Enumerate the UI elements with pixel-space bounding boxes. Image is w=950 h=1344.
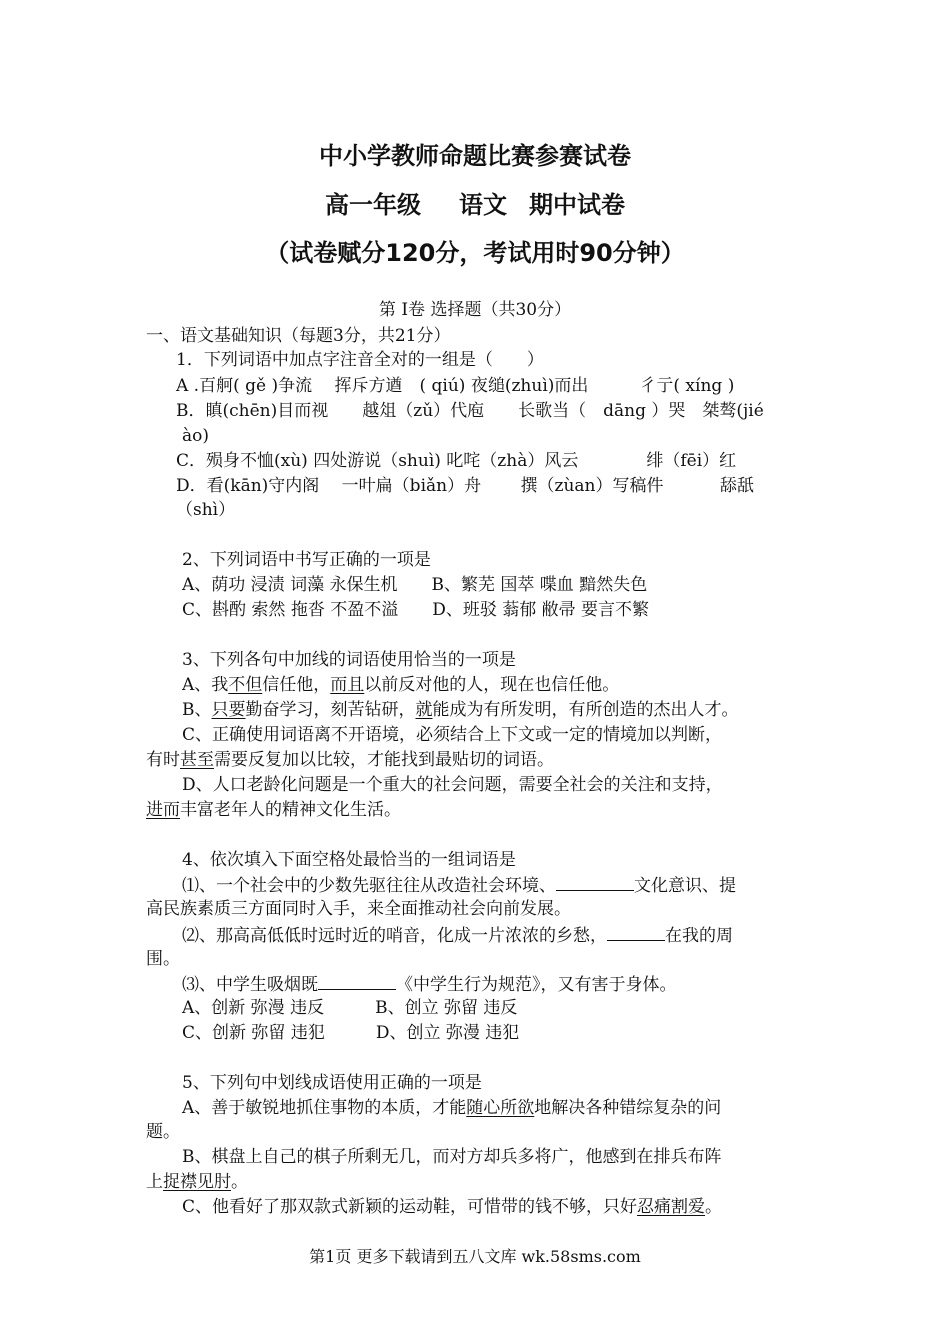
text: ⑵、那高高低低时远时近的哨音，化成一片浓浓的乡愁，: [182, 926, 607, 946]
q1-option-d: D．看(kān)守内阁 一叶扁（biǎn）舟 撰（zùan）写稿件 舔舐: [176, 476, 754, 496]
q4-sentence-2-cont: 围。: [146, 949, 180, 969]
text: 在我的周: [665, 926, 733, 946]
underlined-word: 而且: [330, 675, 365, 695]
text: 。: [231, 1172, 248, 1192]
exam-type-label: 期中试卷: [529, 191, 625, 219]
fill-blank[interactable]: [318, 973, 396, 990]
text: 文化意识、提: [634, 876, 736, 896]
text: C、他看好了那双款式新颖的运动鞋，可惜带的钱不够，只好: [182, 1197, 638, 1217]
text: A、善于敏锐地抓住事物的本质，才能: [182, 1098, 467, 1118]
text: 《中学生行为规范》，又有害于身体。: [396, 975, 677, 995]
exam-subtitle: [0, 185, 950, 220]
q5-option-c: [182, 1197, 722, 1217]
q5-option-b: B、棋盘上自己的棋子所剩无几，而对方却兵多将广，他感到在排兵布阵: [182, 1147, 722, 1167]
underlined-idiom: 随心所欲: [466, 1098, 535, 1118]
q4-options-row2: C、创新 弥留 违犯 D、创立 弥漫 违犯: [182, 1023, 520, 1043]
text: 丰富老年人的精神文化生活。: [180, 800, 401, 820]
q2-options-row1: A、荫功 浸渍 词藻 永保生机 B、繁芜 国萃 喋血 黯然失色: [182, 575, 648, 595]
underlined-idiom: 忍痛割爱: [637, 1197, 706, 1217]
q1-option-b-cont: ào): [182, 426, 210, 446]
page-footer: 第1页 更多下载请到五八文库 wk.58sms.com: [309, 1247, 641, 1266]
exam-info: （试卷赋分120分，考试用时90分钟）: [265, 239, 685, 267]
text: ⑶、中学生吸烟既: [182, 975, 318, 995]
underlined-word: 甚至: [180, 750, 214, 770]
text: 以前反对他的人，现在也信任他。: [364, 675, 620, 695]
text: 上: [146, 1172, 163, 1192]
text: 勤奋学习，刻苦钻研，: [245, 700, 416, 720]
q3-option-d: D、人口老龄化问题是一个重大的社会问题，需要全社会的关注和支持，: [182, 775, 723, 795]
text: 。: [705, 1197, 723, 1217]
exam-title: 中小学教师命题比赛参赛试卷: [319, 142, 631, 170]
fill-blank[interactable]: [607, 924, 665, 941]
q4-stem: 4、依次填入下面空格处最恰当的一组词语是: [182, 850, 516, 870]
text: A、我: [182, 675, 229, 695]
q4-sentence-3: [182, 973, 677, 995]
q3-option-c: C、正确使用词语离不开语境，必须结合上下文或一定的情境加以判断，: [182, 725, 723, 745]
q3-option-c-cont: [146, 750, 554, 770]
q1-option-a: A .百舸( gě )争流 挥斥方遒 ( qiú) 夜缒(zhuì)而出 彳亍( xíng ): [176, 376, 735, 396]
fill-blank[interactable]: [556, 874, 634, 891]
q4-sentence-1: [182, 874, 736, 896]
q2-stem: 2、下列词语中书写正确的一项是: [182, 550, 431, 570]
part1-heading: 第 Ⅰ卷 选择题（共30分）: [378, 300, 572, 320]
q1-option-c: C．殒身不恤(xù) 四处游说（shuì) 叱咤（zhà）风云 绯（fēi）红: [176, 451, 737, 471]
q5-option-a-cont: 题。: [146, 1122, 180, 1142]
q3-option-b: [182, 700, 739, 720]
q3-option-a: [182, 675, 619, 695]
grade-label: 高一年级: [325, 191, 421, 219]
q5-stem: 5、下列句中划线成语使用正确的一项是: [182, 1073, 482, 1093]
q4-sentence-1-cont: 高民族素质三方面同时入手，来全面推动社会向前发展。: [146, 899, 571, 919]
q4-sentence-2: [182, 924, 733, 946]
underlined-word: 只要: [211, 700, 246, 720]
q2-options-row2: C、斟酌 索然 拖沓 不盈不溢 D、班驳 蓊郁 敝帚 要言不繁: [182, 600, 650, 620]
q3-stem: 3、下列各句中加线的词语使用恰当的一项是: [182, 650, 516, 670]
underlined-word: 不但: [228, 675, 263, 695]
underlined-word: 进而: [146, 800, 180, 820]
text: 信任他，: [262, 675, 331, 695]
underlined-idiom: 捉襟见肘: [163, 1172, 231, 1192]
underlined-word: 就: [415, 700, 433, 720]
subject-label: 语文: [459, 191, 507, 219]
q5-option-a: [182, 1098, 721, 1118]
q3-option-d-cont: [146, 800, 401, 820]
text: ⑴、一个社会中的少数先驱往往从改造社会环境、: [182, 876, 556, 896]
text: B、: [182, 700, 212, 720]
text: 能成为有所发明，有所创造的杰出人才。: [432, 700, 739, 720]
q1-option-d-cont: （shì）: [176, 500, 236, 520]
q1-stem: 1．下列词语中加点字注音全对的一组是（ ）: [176, 350, 544, 370]
q5-option-b-cont: [146, 1172, 248, 1192]
text: 有时: [146, 750, 180, 770]
q1-option-b: B．瞋(chēn)目而视 越俎（zǔ）代庖 长歌当（ dāng ）哭 桀骜(jié: [176, 401, 764, 421]
q4-options-row1: A、创新 弥漫 违反 B、创立 弥留 违反: [182, 998, 518, 1018]
text: 需要反复加以比较，才能找到最贴切的词语。: [214, 750, 554, 770]
text: 地解决各种错综复杂的问: [534, 1098, 722, 1118]
section-heading: 一、语文基础知识（每题3分，共21分）: [146, 326, 451, 346]
